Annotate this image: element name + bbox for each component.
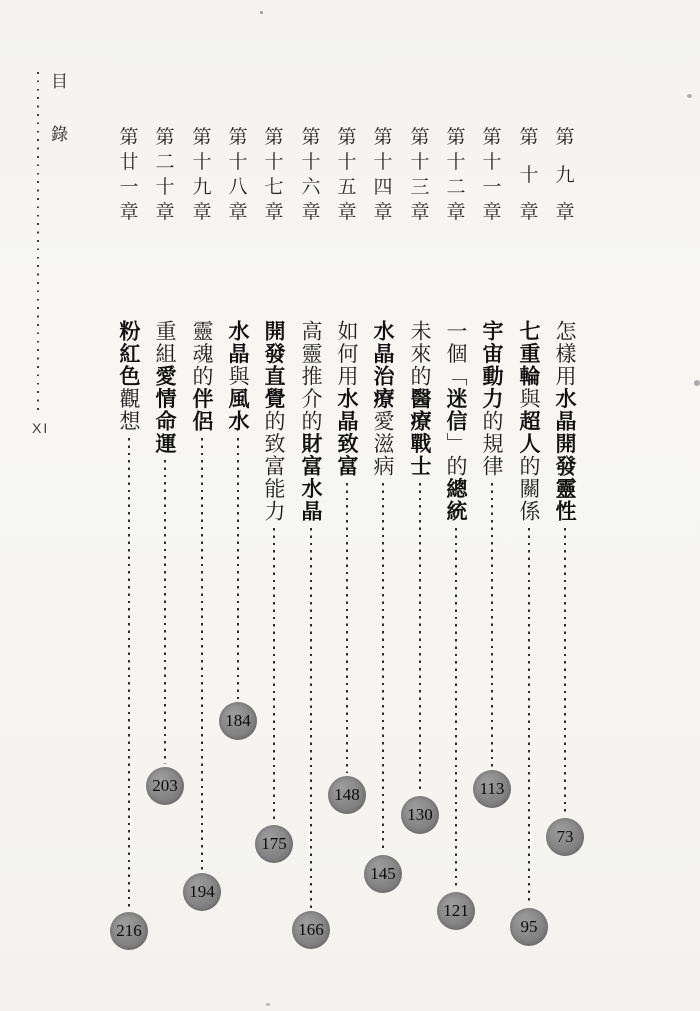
chapter-title-segment: 愛滋病 bbox=[371, 410, 395, 478]
chapter-heading-char: 廿 bbox=[119, 152, 139, 173]
dotted-leader bbox=[237, 438, 240, 700]
chapter-heading-char: 十 bbox=[155, 177, 175, 198]
chapter-title-bold-segment: 水晶 bbox=[226, 320, 250, 365]
chapter-heading bbox=[185, 128, 219, 222]
chapter-title bbox=[147, 320, 183, 455]
page-number-circle bbox=[292, 911, 330, 949]
chapter-heading-char: 章 bbox=[410, 202, 430, 223]
chapter-heading bbox=[548, 128, 582, 222]
chapter-heading bbox=[257, 128, 291, 222]
chapter-heading-char: 十 bbox=[301, 152, 321, 173]
dotted-leader bbox=[382, 483, 385, 853]
page-number-circle bbox=[110, 912, 148, 950]
chapter-heading-char: 第 bbox=[519, 127, 539, 148]
scan-speck bbox=[266, 1003, 270, 1006]
chapter-heading bbox=[366, 128, 400, 222]
chapter-heading-char: 第 bbox=[155, 127, 175, 148]
page-number-circle bbox=[546, 818, 584, 856]
page-number-circle bbox=[255, 825, 293, 863]
chapter-title-segment: 」的 bbox=[444, 432, 468, 478]
page-number-circle bbox=[473, 770, 511, 808]
dotted-leader bbox=[128, 438, 131, 910]
dotted-leader bbox=[310, 528, 313, 909]
page-number: 130 bbox=[407, 805, 433, 824]
chapter-heading-char: 第 bbox=[301, 127, 321, 148]
page-number: 203 bbox=[152, 776, 178, 795]
chapter-title-segment: 的致富能力 bbox=[262, 410, 286, 523]
toc-title: 目錄 bbox=[48, 72, 67, 178]
chapter-heading-char: 二 bbox=[155, 152, 175, 173]
chapter-entry bbox=[256, 320, 292, 822]
chapter-heading-char: 章 bbox=[519, 202, 539, 223]
chapter-heading-char: 章 bbox=[301, 202, 321, 223]
chapter-heading-char: 十 bbox=[337, 152, 357, 173]
chapter-heading-char: 十 bbox=[482, 152, 502, 173]
chapter-title bbox=[220, 320, 256, 433]
chapter-heading-char: 第 bbox=[446, 127, 466, 148]
chapter-entry bbox=[220, 320, 256, 699]
page-number: 73 bbox=[556, 827, 574, 846]
chapter-heading-char: 章 bbox=[482, 202, 502, 223]
chapter-entry bbox=[329, 320, 365, 773]
page-number: 95 bbox=[520, 917, 538, 936]
chapter-title-segment: 的關係 bbox=[517, 455, 541, 523]
dotted-leader bbox=[564, 528, 567, 816]
chapter-heading-char: 九 bbox=[555, 164, 575, 186]
dotted-leader bbox=[528, 528, 531, 906]
page-number: 145 bbox=[370, 864, 396, 883]
page-number: 121 bbox=[443, 901, 469, 920]
chapter-title-segment: 與 bbox=[517, 387, 541, 410]
chapter-heading-char: 八 bbox=[228, 177, 248, 198]
chapter-title bbox=[111, 320, 147, 433]
chapter-title-bold-segment: 宇宙動力 bbox=[480, 320, 504, 410]
chapter-heading-char: 章 bbox=[373, 202, 393, 223]
chapter-entry bbox=[438, 320, 474, 889]
chapter-heading-char: 章 bbox=[446, 202, 466, 223]
chapter-title bbox=[511, 320, 547, 523]
chapter-heading bbox=[403, 128, 437, 222]
page-number-circle bbox=[183, 873, 221, 911]
chapter-heading-char: 章 bbox=[555, 202, 575, 223]
chapter-heading-char: 四 bbox=[373, 177, 393, 198]
chapter-title-segment: 靈魂的 bbox=[190, 320, 214, 388]
chapter-title bbox=[474, 320, 510, 478]
scan-speck bbox=[260, 11, 263, 14]
chapter-title bbox=[402, 320, 438, 478]
chapter-heading-char: 第 bbox=[410, 127, 430, 148]
chapter-title-bold-segment: 總統 bbox=[444, 477, 468, 523]
chapter-heading-char: 第 bbox=[119, 127, 139, 148]
chapter-title-bold-segment: 愛情命運 bbox=[153, 365, 177, 455]
chapter-heading-char: 六 bbox=[301, 177, 321, 198]
chapter-entry bbox=[184, 320, 220, 870]
chapter-heading-char: 十 bbox=[373, 152, 393, 173]
chapter-heading-char: 五 bbox=[337, 177, 357, 198]
chapter-title-bold-segment: 醫療戰士 bbox=[408, 387, 432, 478]
chapter-heading bbox=[512, 128, 546, 222]
chapter-heading-char: 第 bbox=[192, 127, 212, 148]
chapter-heading bbox=[294, 128, 328, 222]
dotted-leader bbox=[346, 483, 349, 774]
chapter-heading-char: 二 bbox=[446, 177, 466, 198]
page-number: 194 bbox=[189, 882, 215, 901]
chapter-heading-char: 十 bbox=[264, 152, 284, 173]
chapter-entry bbox=[365, 320, 401, 852]
chapter-heading-char: 章 bbox=[155, 202, 175, 223]
chapter-title-bold-segment: 伴侶 bbox=[190, 387, 214, 433]
chapter-title-segment: 的規律 bbox=[480, 410, 504, 478]
chapter-heading bbox=[221, 128, 255, 222]
chapter-heading-char: 第 bbox=[264, 127, 284, 148]
chapter-title-bold-segment: 水晶開發靈性 bbox=[553, 387, 577, 523]
chapter-heading bbox=[148, 128, 182, 222]
dotted-leader bbox=[164, 460, 167, 764]
scan-speck bbox=[687, 94, 692, 98]
chapter-title-segment: 高靈推介的 bbox=[299, 320, 323, 433]
chapter-heading-char: 十 bbox=[446, 152, 466, 173]
page-number-circle bbox=[364, 855, 402, 893]
chapter-heading-char: 三 bbox=[410, 177, 430, 198]
chapter-title-segment: 怎樣用 bbox=[553, 320, 577, 388]
page-number: 184 bbox=[225, 711, 251, 730]
chapter-heading-char: 十 bbox=[192, 152, 212, 173]
chapter-title-bold-segment: 水晶治療 bbox=[371, 320, 395, 410]
chapter-heading-char: 第 bbox=[228, 127, 248, 148]
chapter-title-segment: 未來的 bbox=[408, 320, 432, 388]
page-number-circle bbox=[510, 908, 548, 946]
chapter-entry bbox=[474, 320, 510, 767]
chapter-heading-char: 第 bbox=[482, 127, 502, 148]
chapter-title-segment: 重組 bbox=[153, 320, 177, 365]
chapter-heading-char: 章 bbox=[264, 202, 284, 223]
chapter-heading-char: 章 bbox=[119, 202, 139, 223]
chapter-title-bold-segment: 財富水晶 bbox=[299, 432, 323, 523]
chapter-heading-char: 十 bbox=[410, 152, 430, 173]
chapter-title-bold-segment: 迷信 bbox=[444, 387, 468, 433]
chapter-heading-char: 一 bbox=[482, 177, 502, 198]
page-number-circle bbox=[437, 892, 475, 930]
chapter-entry bbox=[511, 320, 547, 905]
chapter-title-bold-segment: 開發直覺 bbox=[262, 320, 286, 410]
scan-speck bbox=[694, 380, 700, 386]
chapter-heading-char: 九 bbox=[192, 177, 212, 198]
chapter-heading-char: 一 bbox=[119, 177, 139, 198]
chapter-heading-char: 章 bbox=[192, 202, 212, 223]
chapter-title-bold-segment: 風水 bbox=[226, 387, 250, 433]
dotted-leader bbox=[455, 528, 458, 890]
page-number-circle bbox=[401, 796, 439, 834]
page-number: 175 bbox=[261, 834, 287, 853]
dotted-leader bbox=[273, 528, 276, 823]
chapter-heading-char: 章 bbox=[337, 202, 357, 223]
chapter-heading-char: 章 bbox=[228, 202, 248, 223]
chapter-entry bbox=[147, 320, 183, 764]
chapter-title-bold-segment: 七重輪 bbox=[517, 320, 541, 388]
chapter-entry bbox=[293, 320, 329, 908]
dotted-leader bbox=[201, 438, 204, 871]
page-number-circle bbox=[219, 702, 257, 740]
chapter-title bbox=[256, 320, 292, 523]
page-number-circle bbox=[146, 767, 184, 805]
page-number: 113 bbox=[479, 779, 505, 798]
chapter-entry bbox=[111, 320, 147, 909]
chapter-title bbox=[438, 320, 474, 523]
chapter-title-bold-segment: 粉紅色 bbox=[117, 320, 141, 388]
chapter-title bbox=[329, 320, 365, 478]
chapter-entry bbox=[402, 320, 438, 793]
page-number: 148 bbox=[334, 785, 360, 804]
chapter-heading-char: 第 bbox=[373, 127, 393, 148]
chapter-title bbox=[365, 320, 401, 478]
toc-dotted-rule bbox=[37, 72, 39, 414]
chapter-title-segment: 與 bbox=[226, 365, 250, 388]
chapter-heading bbox=[475, 128, 509, 222]
page-number: 216 bbox=[116, 921, 142, 940]
chapter-title-segment: 一個「 bbox=[444, 320, 468, 388]
dotted-leader bbox=[419, 483, 422, 794]
chapter-title bbox=[547, 320, 583, 523]
page-number-circle bbox=[328, 776, 366, 814]
chapter-heading-char: 十 bbox=[228, 152, 248, 173]
chapter-heading bbox=[439, 128, 473, 222]
chapter-heading-char: 十 bbox=[519, 164, 539, 186]
chapter-heading-char: 七 bbox=[264, 177, 284, 198]
chapter-title-bold-segment: 超人 bbox=[517, 410, 541, 455]
page-number: 166 bbox=[298, 920, 324, 939]
chapter-heading-char: 第 bbox=[337, 127, 357, 148]
chapter-title bbox=[184, 320, 220, 433]
chapter-entry bbox=[547, 320, 583, 815]
chapter-heading-char: 第 bbox=[555, 127, 575, 148]
chapter-title-segment: 觀想 bbox=[117, 387, 141, 433]
chapter-title-bold-segment: 水晶致富 bbox=[335, 387, 359, 478]
chapter-heading bbox=[330, 128, 364, 222]
chapter-title bbox=[293, 320, 329, 523]
chapter-title-segment: 如何用 bbox=[335, 320, 359, 388]
dotted-leader bbox=[491, 483, 494, 768]
page-number-roman: XI bbox=[32, 420, 50, 436]
chapter-heading bbox=[112, 128, 146, 222]
